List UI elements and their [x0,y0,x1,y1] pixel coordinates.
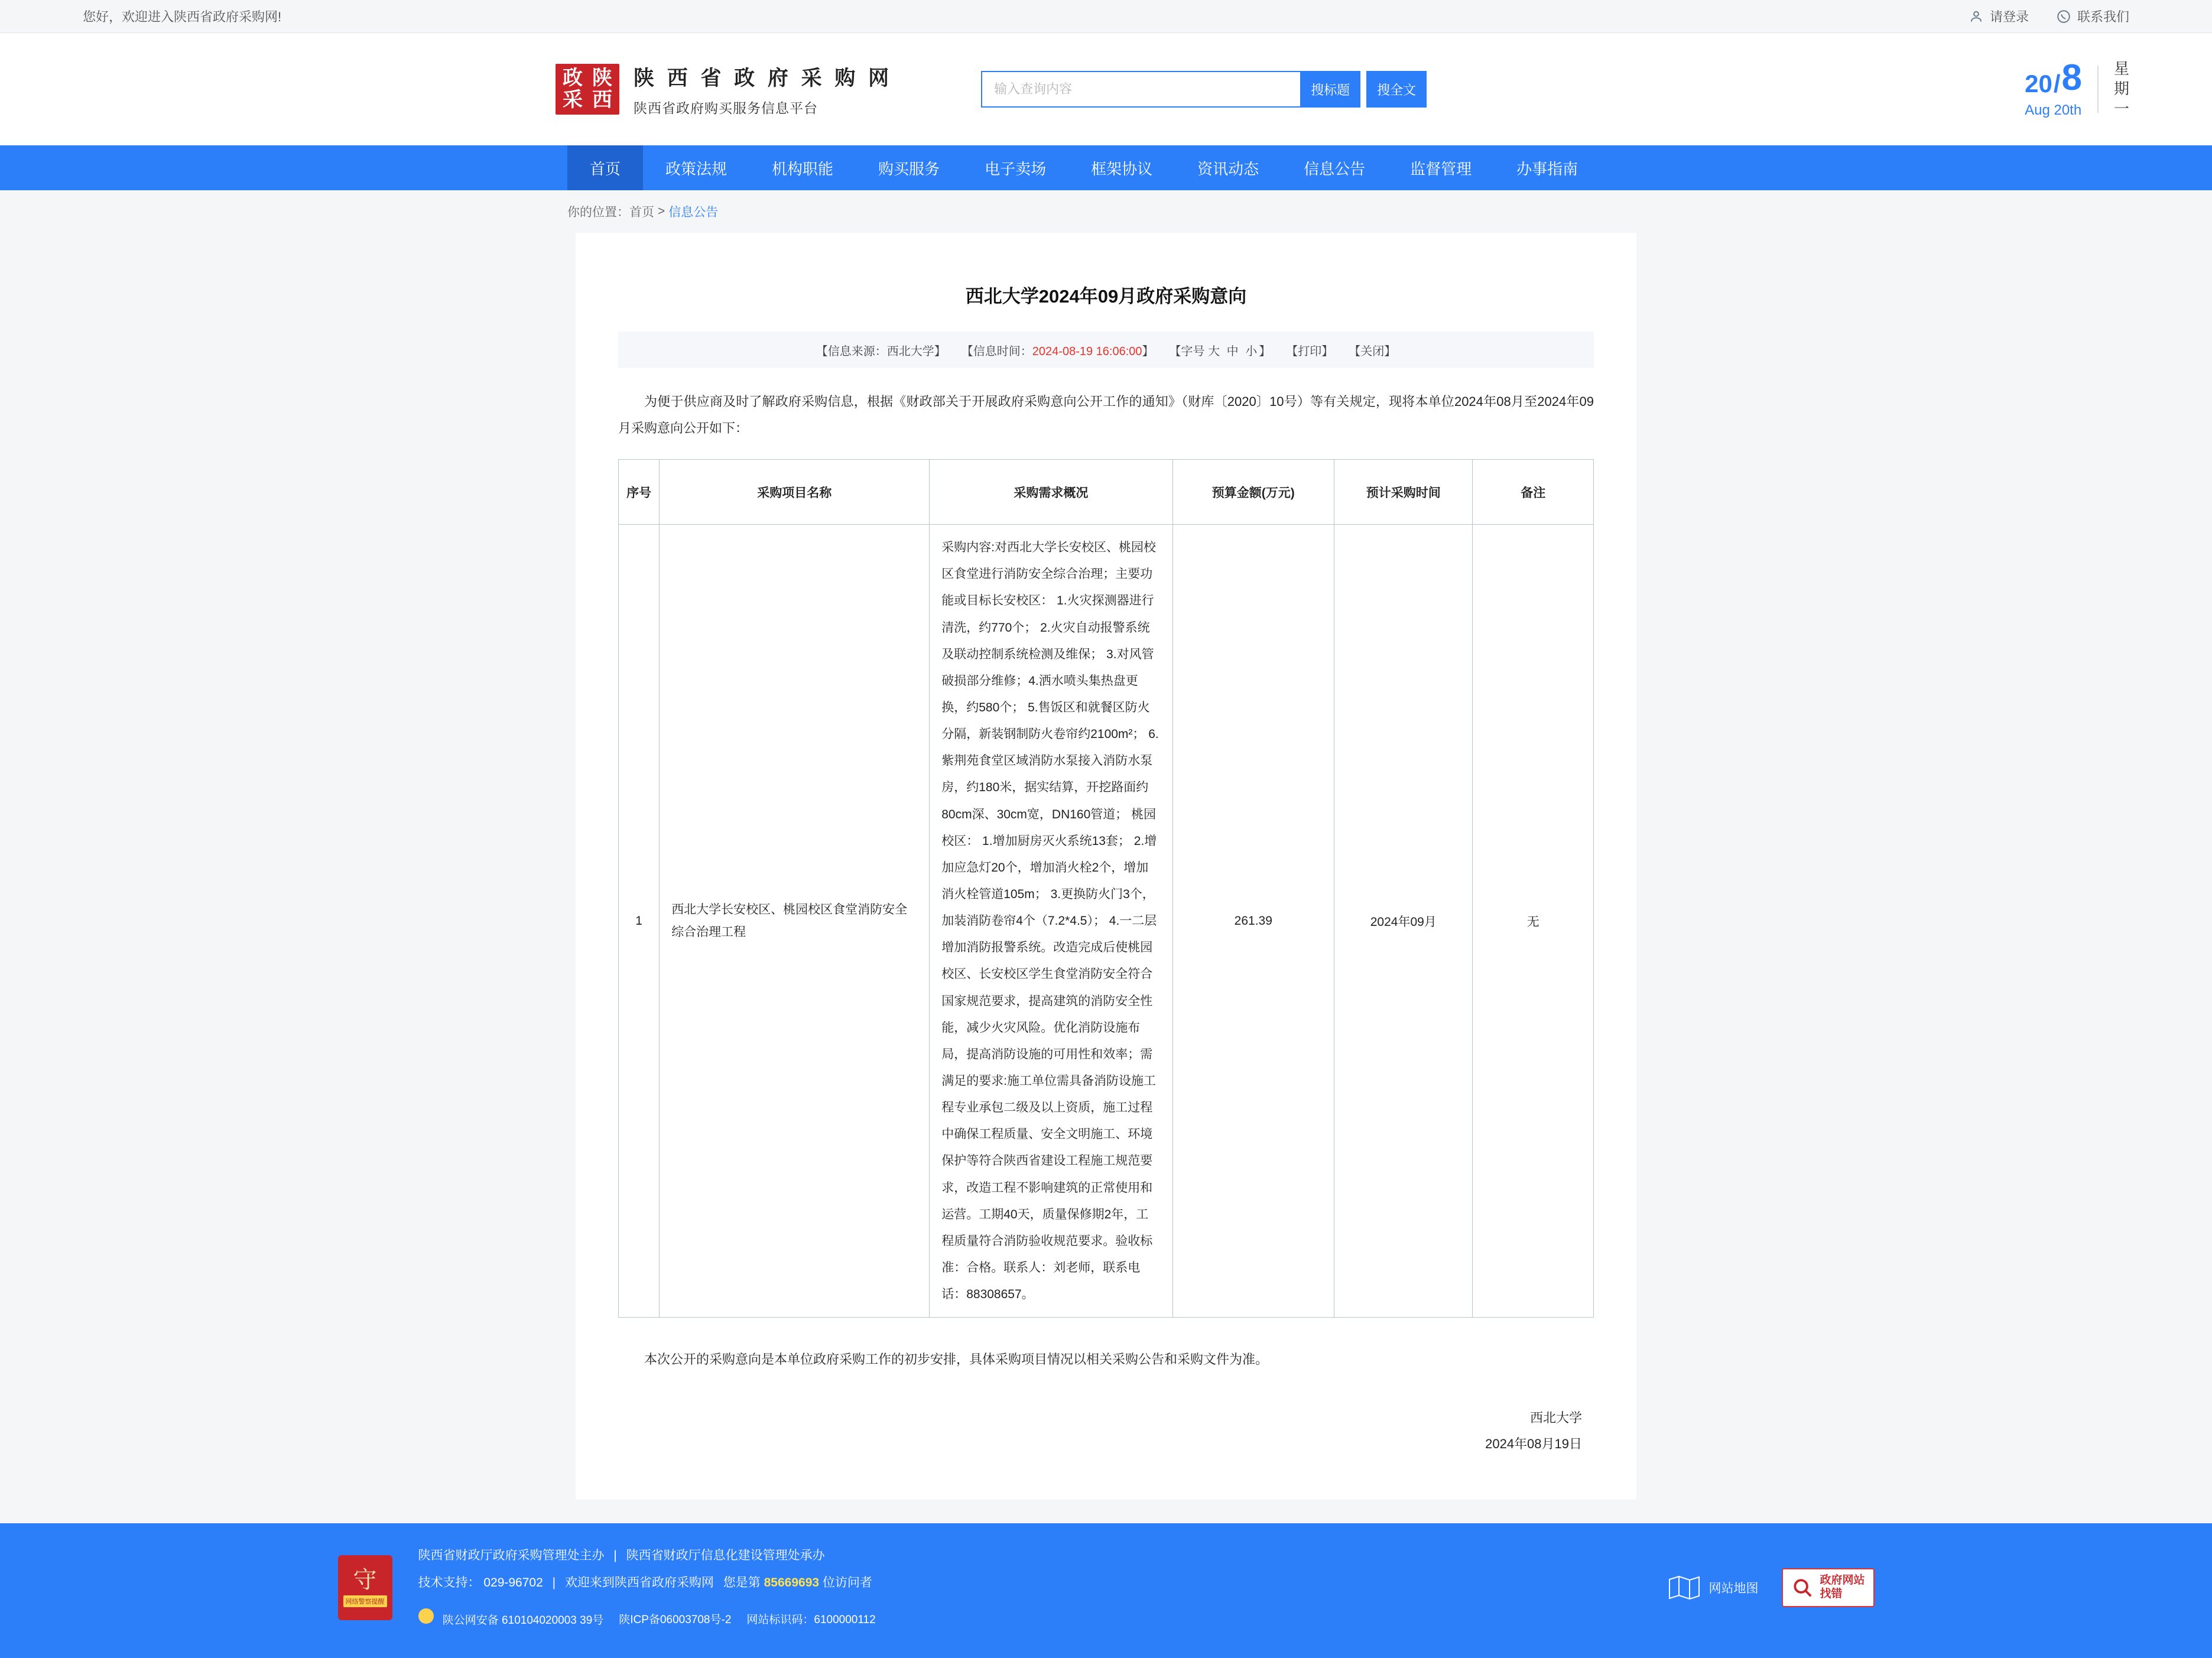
page-title: 西北大学2024年09月政府采购意向 [965,286,1247,307]
nav-item-guide[interactable]: 办事指南 [1516,160,1578,178]
top-bar-links [1969,7,2129,25]
meta-fontsize[interactable] [1170,342,1271,359]
site-footer [0,1523,2212,1658]
site-name: 陕 西 省 政 府 采 购 网 [634,66,893,90]
breadcrumb-separator: > [658,204,665,218]
weekday-char-1: 星 [2113,60,2129,78]
fontsize-options[interactable]: 大 中 小 [1208,344,1259,358]
nav-item-emall[interactable]: 电子卖场 [985,160,1047,178]
footer-sep-2: | [552,1576,556,1590]
contact-label: 联系我们 [2077,9,2129,24]
logo-char-1: 政 [563,66,583,89]
article-intro: 为便于供应商及时了解政府采购信息，根据《财政部关于开展政府采购意向公开工作的通知》（财库〔2020〕10号）等有关规定，现将本单位2024年08月至2024年09月采购意向公开如下： [618,394,1594,436]
nav-item-framework[interactable]: 框架协议 [1091,160,1153,178]
meta-source-end: 】 [934,344,946,358]
welcome-text: 您好，欢迎进入陕西省政府采购网! [83,9,282,24]
fontsize-end: 】 [1259,344,1271,358]
seal-small-text: 网络警察提醒 [343,1595,387,1607]
seal-big-char: 守 [353,1567,377,1594]
icp-record[interactable]: 陕ICP备06003708号-2 [619,1614,732,1627]
nav-item-functions[interactable]: 机构职能 [772,160,834,178]
nav-item-supervise[interactable]: 监督管理 [1410,160,1472,178]
date-divider [2097,66,2099,113]
police-seal-icon [338,1555,392,1620]
logo-char-2: 陕 [592,66,612,89]
search-title-button[interactable]: 搜标题 [1300,71,1360,108]
gov-badge-text [1820,1574,1865,1601]
meta-time-label: 【信息时间： [961,344,1032,358]
logo-char-3: 采 [563,88,583,111]
weekday-block [2114,59,2129,119]
breadcrumb-current: 信息公告 [668,206,719,219]
footer-right [1668,1568,1874,1607]
visitor-suffix: 位访问者 [822,1576,872,1590]
contact-link[interactable] [2056,7,2129,25]
footer-operator: 陕西省财政厅信息化建设管理处承办 [626,1549,825,1563]
site-header [0,33,2212,145]
gov-website-error-badge[interactable] [1782,1568,1874,1607]
nav-item-notices[interactable]: 信息公告 [1304,160,1366,178]
date-slash: / [2053,69,2061,97]
search-input[interactable] [981,71,1300,108]
content-background [0,233,2212,1523]
sign-org: 西北大学 [1529,1410,1582,1426]
phone-icon [2056,9,2071,24]
th-amount: 预算金额(万元) [1172,460,1334,525]
site-id-text: 网站标识码：6100000112 [746,1614,876,1627]
th-desc: 采购需求概况 [930,460,1172,525]
cell-no: 1 [619,525,660,1318]
breadcrumb-prefix: 你的位置： [567,206,629,219]
th-name: 采购项目名称 [660,460,930,525]
cell-project-name: 西北大学长安校区、桃园校区食堂消防安全综合治理工程 [660,525,930,1318]
police-badge-icon [418,1608,434,1624]
footer-text-block [418,1543,876,1632]
login-link[interactable] [1969,7,2029,25]
meta-time-end: 】 [1142,344,1154,358]
article-signature [618,1405,1594,1457]
gov-badge-line-1: 政府网站 [1820,1574,1865,1587]
table-header-row [619,460,1594,525]
breadcrumb-home[interactable]: 首页 [629,206,654,219]
weekday-char-3: 一 [2113,99,2129,118]
nav-item-policy[interactable]: 政策法规 [665,160,727,178]
meta-time [962,342,1154,359]
sitemap-label: 网站地图 [1708,1582,1759,1596]
footer-host: 陕西省财政厅政府采购管理处主办 [418,1549,605,1563]
tech-support-phone: 029-96702 [483,1576,543,1590]
table-row [619,525,1594,1318]
procurement-table [618,459,1594,1318]
cell-remark: 无 [1473,525,1594,1318]
police-record-text: 陕公网安备 610104020003 39号 [442,1614,604,1627]
cell-expected-time: 2024年09月 [1334,525,1473,1318]
meta-source-value: 西北大学 [886,344,934,358]
sitemap-link[interactable] [1668,1575,1758,1601]
meta-time-value: 2024-08-19 16:06:00 [1032,344,1142,358]
footer-line-3 [418,1608,876,1632]
cell-requirement: 采购内容:对西北大学长安校区、桃园校区食堂进行消防安全综合治理；主要功能或目标长安校区： 1.火灾探测器进行清洗，约770个； 2.火灾自动报警系统及联动控制系统检测及维保； 3.对风管破损部分维修；4.洒水喷头集热盘更换，约580个； 5.售饭区和就餐区防火分隔，新装钢制防火卷帘约2100m²； 6.紫荆苑食堂区域消防水泵接入消防水泵房，约180米，据实结算，开挖路面约80cm深、30cm宽，DN160管道； 桃园校区： 1.增加厨房灭火系统13套； 2.增加应急灯20个，增加消火栓2个，增加消火栓管道105m； 3.更换防火门3个，加装消防卷帘4个（7.2*4.5）； 4.一二层增加消防报警系统。改造完成后使桃园校区、长安校区学生食堂消防安全符合国家规范要求，提高建筑的消防安全性能，减少火灾风险。优化消防设施布局，提高消防设施的可用性和效率；需满足的要求:施工单位需具备消防设施工程专业承包二级及以上资质，施工过程中确保工程质量、安全文明施工、环境保护等符合陕西省建设工程施工规范要求，改造工程不影响建筑的正常使用和运营。工期40天，质量保修期2年，工程质量符合消防验收规范要求。验收标准：合格。联系人：刘老师，联系电话：88308657。 [930,525,1172,1318]
user-icon [1969,9,1984,24]
meta-source-label: 【信息来源： [816,344,887,358]
map-icon [1668,1575,1700,1601]
site-subtitle: 陕西省政府购买服务信息平台 [634,100,818,116]
police-record[interactable] [418,1608,604,1632]
date-english: Aug 20th [2025,102,2082,118]
breadcrumb [0,190,2212,233]
brand-text [634,62,892,117]
th-no: 序号 [619,460,660,525]
footer-line-2 [418,1571,876,1595]
print-button[interactable]: 【打印】 [1286,344,1334,358]
sign-date: 2024年08月19日 [1485,1436,1582,1452]
main-nav [0,145,2212,190]
cell-budget: 261.39 [1172,525,1334,1318]
th-remark: 备注 [1473,460,1594,525]
tech-support-label: 技术支持： [418,1576,480,1590]
date-number [2025,57,2082,98]
nav-item-home[interactable]: 首页 [567,145,643,190]
site-logo [556,64,619,115]
date-month: 8 [2061,57,2082,98]
close-button[interactable]: 【关闭】 [1349,344,1396,358]
weekday-char-2: 期 [2113,80,2129,98]
article-meta [618,331,1594,368]
meta-source [816,342,946,359]
brand-block[interactable] [556,62,892,117]
th-time: 预计采购时间 [1334,460,1473,525]
login-label: 请登录 [1989,9,2029,24]
footer-welcome: 欢迎来到陕西省政府采购网 [564,1576,714,1590]
footer-sep-1: | [613,1549,617,1563]
gov-badge-line-2: 找错 [1820,1588,1843,1601]
fontsize-label: 【字号 [1169,344,1205,358]
footer-line-1 [418,1543,876,1568]
magnifier-icon [1791,1576,1814,1599]
search-fulltext-button[interactable]: 搜全文 [1366,71,1427,108]
visitor-prefix: 您是第 [723,1576,761,1590]
footer-inner [338,1543,1875,1632]
date-widget [2025,59,2129,119]
nav-item-services[interactable]: 购买服务 [878,160,940,178]
article-note: 本次公开的采购意向是本单位政府采购工作的初步安排，具体采购项目情况以相关采购公告和采购文件为准。 [644,1352,1269,1367]
visitor-count: 85669693 [764,1576,820,1590]
date-day: 20 [2025,69,2052,97]
top-bar [0,0,2212,33]
logo-char-4: 西 [592,88,612,111]
article-container [576,233,1636,1500]
nav-item-news[interactable]: 资讯动态 [1197,160,1259,178]
search-area [981,71,1427,108]
